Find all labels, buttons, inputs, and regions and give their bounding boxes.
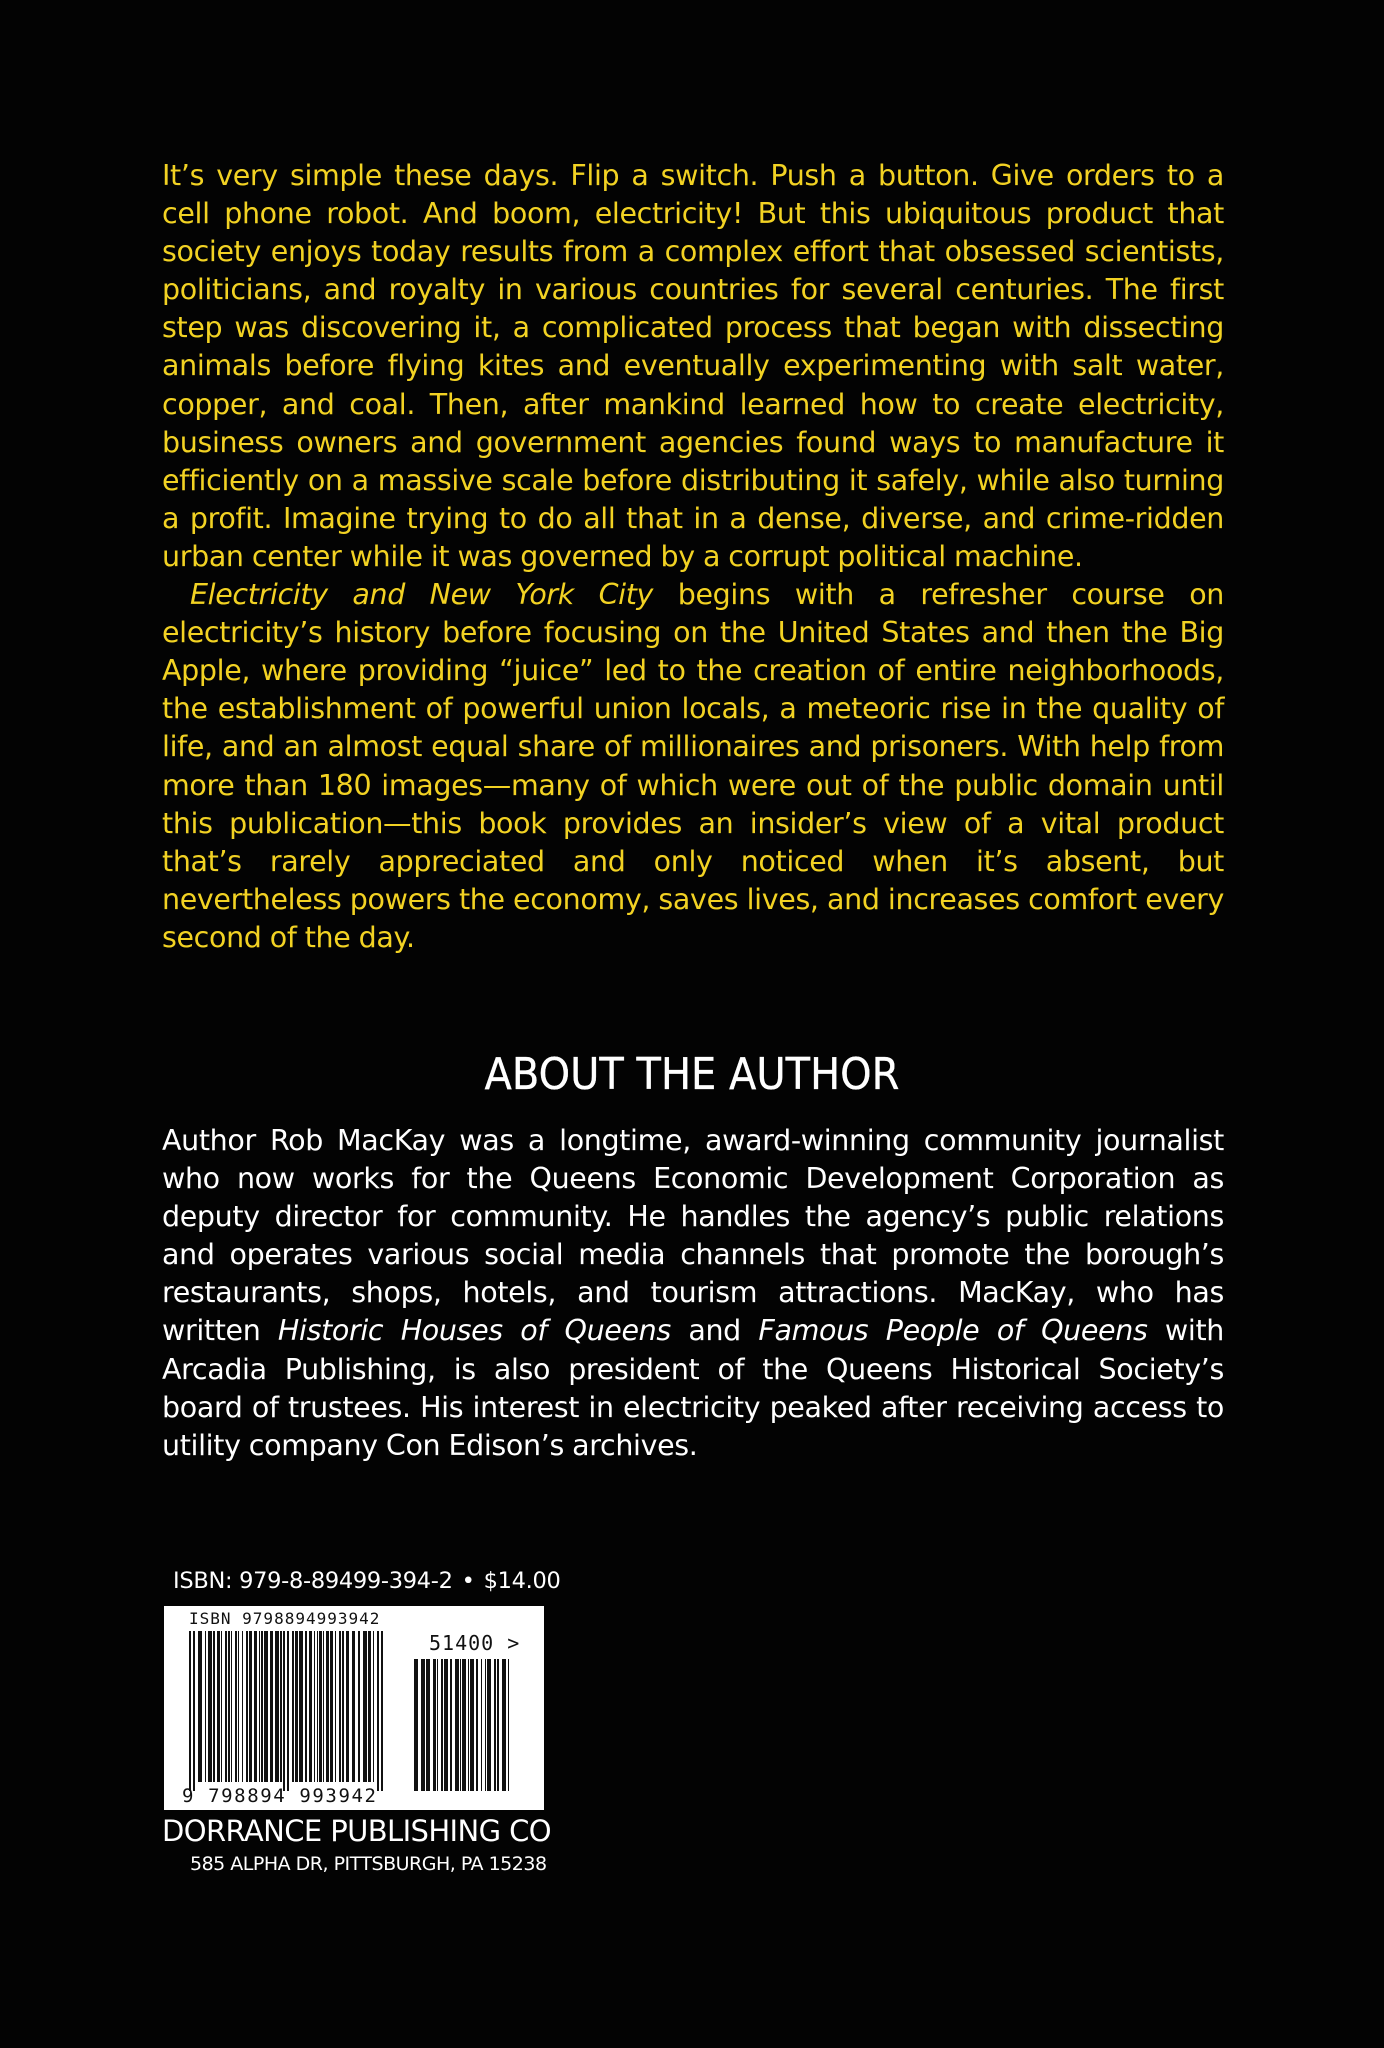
book-description bbox=[162, 157, 1224, 957]
description-paragraph-2-text: begins with a refresher course on electricity’s history before focusing on the United States and then the Big Apple, where providing “juice” led to the creation of entire neighborhoods, the establishment of powerful union locals, a meteoric rise in the quality of life, and an almost equal share of millionaires and prisoners. With help from more than 180 images—many of which were out of the public domain until this publication—this book provides an insider’s view of a vital product that’s rarely appreciated and only noticed when it’s absent, but nevertheless powers the economy, saves lives, and increases comfort every second of the day. bbox=[162, 578, 1224, 954]
price-label: $14.00 bbox=[483, 1568, 561, 1594]
publisher-address: 585 ALPHA DR, PITTSBURGH, PA 15238 bbox=[190, 1853, 547, 1875]
author-bio-text-1: Author Rob MacKay was a longtime, award-winning community journalist who now works for the Queens Economic Development Corporation as deputy director for community. He handles the agency’s public relations and operates various social media channels that promote the borough’s restaurants, shops, hotels, and tourism attractions. MacKay, who has written bbox=[162, 1124, 1224, 1348]
description-paragraph-1: It’s very simple these days. Flip a switch. Push a button. Give orders to a cell phone robot. And boom, electricity! But this ubiquitous product that society enjoys today results from a complex effort that obsessed scientists, politicians, and royalty in various countries for several centuries. The first step was discovering it, a complicated process that began with dissecting animals before flying kites and eventually experimenting with salt water, copper, and coal. Then, after mankind learned how to create electricity, business owners and government agencies found ways to manufacture it efficiently on a massive scale before distributing it safely, while also turning a profit. Imagine trying to do all that in a dense, diverse, and crime-ridden urban center while it was governed by a corrupt political machine. bbox=[162, 159, 1224, 573]
barcode-digits: 9 798894 993942 bbox=[182, 1785, 378, 1807]
about-author-heading: ABOUT THE AUTHOR bbox=[484, 1050, 900, 1100]
book-title-famous-people: Famous People of Queens bbox=[758, 1314, 1148, 1348]
author-bio bbox=[162, 1122, 1224, 1465]
book-title-italic: Electricity and New York City bbox=[190, 578, 654, 612]
separator-dot: • bbox=[461, 1568, 475, 1594]
author-bio-text-3: with Arcadia Publishing, is also president of the Queens Historical Society’s board of trustees. His interest in electricity peaked after receiving access to utility company Con Edison’s archives. bbox=[162, 1314, 1224, 1462]
isbn-price-line bbox=[173, 1568, 561, 1594]
isbn-label: ISBN: 979-8-89499-394-2 bbox=[173, 1568, 453, 1594]
author-bio-text-2: and bbox=[670, 1314, 759, 1348]
book-title-historic-houses: Historic Houses of Queens bbox=[277, 1314, 671, 1348]
barcode-addon-text: 51400 > bbox=[429, 1631, 521, 1655]
isbn-barcode bbox=[164, 1606, 544, 1810]
barcode-isbn-text: ISBN 9798894993942 bbox=[189, 1609, 381, 1628]
publisher-name: DORRANCE PUBLISHING CO bbox=[162, 1814, 551, 1848]
description-paragraph-2 bbox=[162, 576, 1224, 957]
